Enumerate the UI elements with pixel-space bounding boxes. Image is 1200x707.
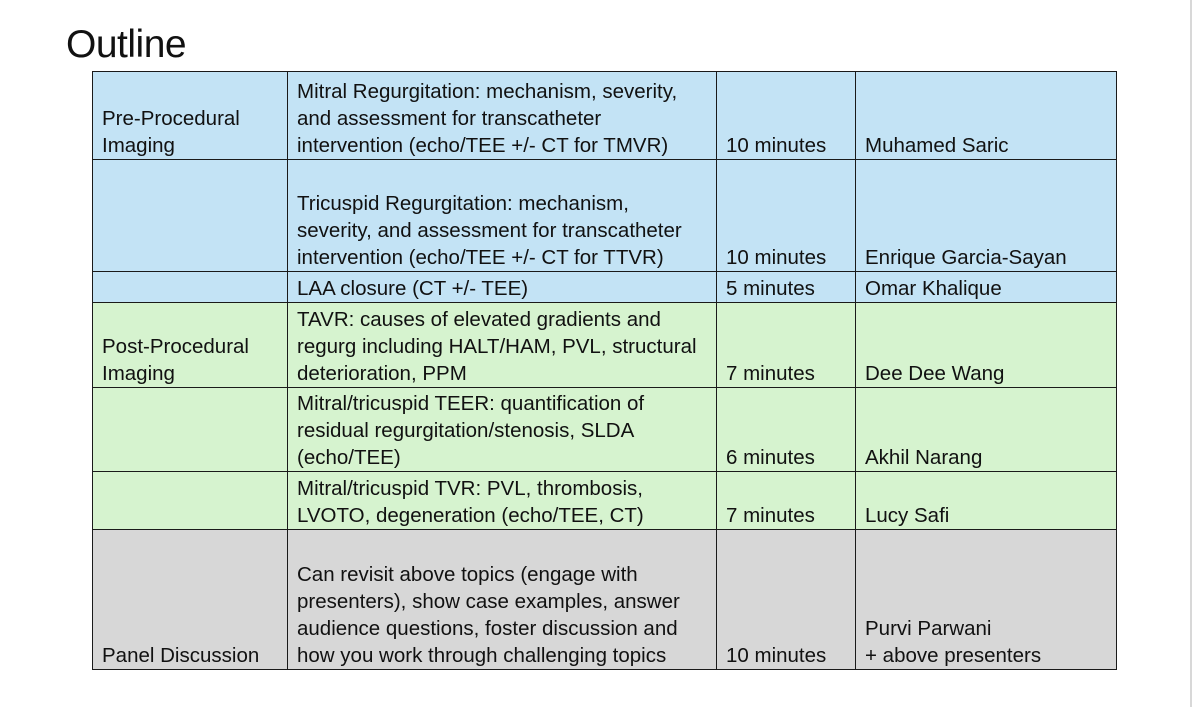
duration-cell: 7 minutes xyxy=(717,303,856,388)
section-label-line: Post-Procedural xyxy=(102,335,249,358)
presenter-name: Muhamed Saric xyxy=(865,134,1009,157)
presenter-cell xyxy=(856,303,1117,388)
section-cell xyxy=(93,272,288,303)
table-row xyxy=(93,160,1117,272)
duration-cell: 10 minutes xyxy=(717,530,856,670)
section-cell xyxy=(93,472,288,530)
topic-cell: Tricuspid Regurgitation: mechanism, severity, and assessment for transcatheter intervention (echo/TEE +/- CT for TTVR) xyxy=(288,160,717,272)
page-title: Outline xyxy=(66,23,187,66)
presenter-cell xyxy=(856,472,1117,530)
section-cell xyxy=(93,72,288,160)
presenter-cell xyxy=(856,160,1117,272)
presenter-name: Dee Dee Wang xyxy=(865,362,1005,385)
section-cell xyxy=(93,388,288,472)
presenter-name: Omar Khalique xyxy=(865,277,1002,300)
duration-cell: 7 minutes xyxy=(717,472,856,530)
presenter-name: Lucy Safi xyxy=(865,504,950,527)
table-row xyxy=(93,272,1117,303)
section-label-line: Imaging xyxy=(102,134,175,157)
topic-cell: Mitral/tricuspid TEER: quantification of residual regurgitation/stenosis, SLDA (echo/TEE) xyxy=(288,388,717,472)
section-label-line: Pre-Procedural xyxy=(102,107,240,130)
section-label-line: Imaging xyxy=(102,362,175,385)
topic-cell: TAVR: causes of elevated gradients and regurg including HALT/HAM, PVL, structural deterioration, PPM xyxy=(288,303,717,388)
presenter-cell xyxy=(856,72,1117,160)
table-row xyxy=(93,530,1117,670)
table-row xyxy=(93,388,1117,472)
presenter-cell xyxy=(856,388,1117,472)
duration-cell: 5 minutes xyxy=(717,272,856,303)
topic-cell: LAA closure (CT +/- TEE) xyxy=(288,272,717,303)
presenter-name: Purvi Parwani xyxy=(865,617,992,640)
page-edge-divider xyxy=(1190,0,1192,707)
topic-cell: Mitral/tricuspid TVR: PVL, thrombosis, LVOTO, degeneration (echo/TEE, CT) xyxy=(288,472,717,530)
table-row xyxy=(93,72,1117,160)
table-row xyxy=(93,303,1117,388)
topic-cell: Mitral Regurgitation: mechanism, severity, and assessment for transcatheter intervention (echo/TEE +/- CT for TMVR) xyxy=(288,72,717,160)
presenter-cell xyxy=(856,530,1117,670)
outline-table xyxy=(92,71,1117,670)
duration-cell: 10 minutes xyxy=(717,72,856,160)
presenter-cell xyxy=(856,272,1117,303)
presenter-name: Akhil Narang xyxy=(865,446,983,469)
section-cell xyxy=(93,303,288,388)
section-cell xyxy=(93,530,288,670)
presenter-name: Enrique Garcia-Sayan xyxy=(865,246,1067,269)
duration-cell: 10 minutes xyxy=(717,160,856,272)
duration-cell: 6 minutes xyxy=(717,388,856,472)
table-row xyxy=(93,472,1117,530)
topic-cell: Can revisit above topics (engage with presenters), show case examples, answer audience questions, foster discussion and how you work through challenging topics xyxy=(288,530,717,670)
section-cell xyxy=(93,160,288,272)
section-label-line: Panel Discussion xyxy=(102,644,260,667)
presenter-name: + above presenters xyxy=(865,644,1042,667)
